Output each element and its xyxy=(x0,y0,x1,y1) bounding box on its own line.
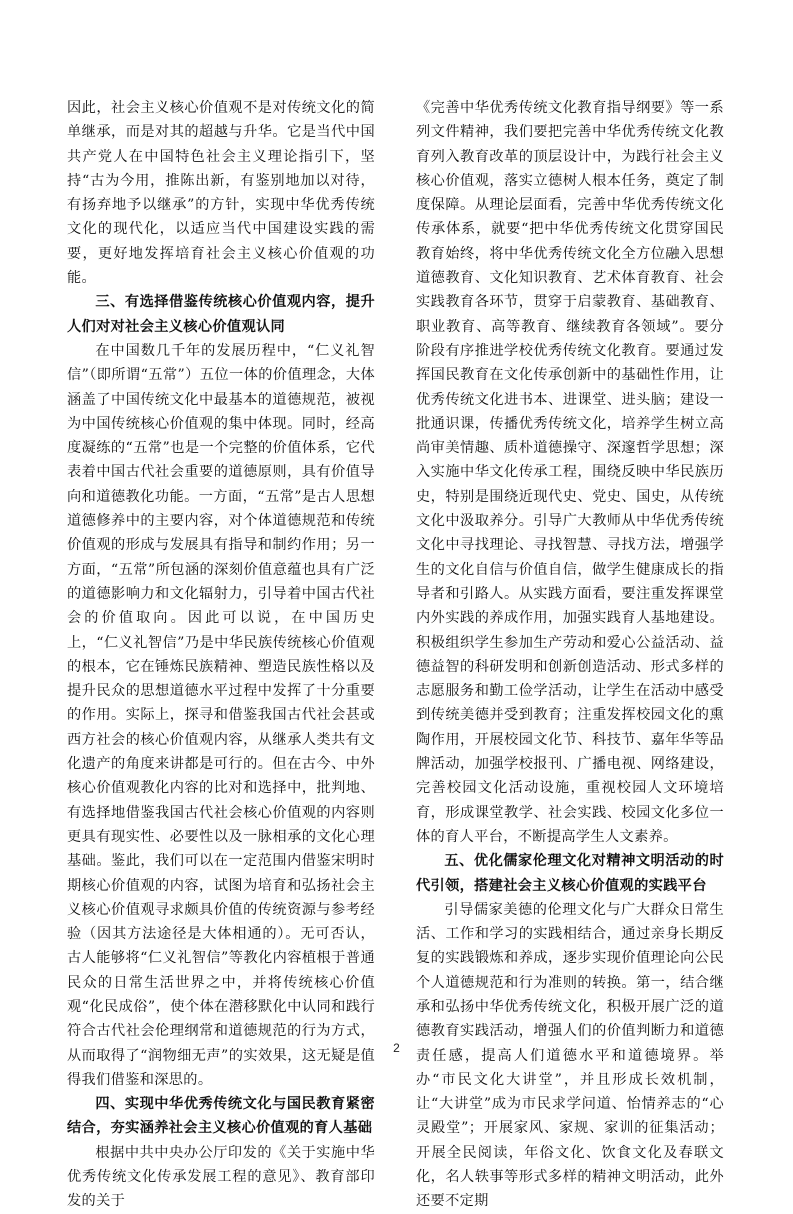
paragraph: 因此，社会主义核心价值观不是对传统文化的简单继承，而是对其的超越与升华。它是当代中国共产党人在中国特色社会主义理论指引下，坚持“古为今用，推陈出新，有鉴别地加以对待，有扬弃地予以继承”的方针，实现中华优秀传统文化的现代化，以适应当代中国建设实践的需要，更好地发挥培育社会主义核心价值观的功能。 xyxy=(67,100,375,287)
section-heading: 四、实现中华优秀传统文化与国民教育紧密结合，夯实涵养社会主义核心价值观的育人基础 xyxy=(67,1096,375,1137)
paragraph: 在中国数几千年的发展历程中，“仁义礼智信”（即所谓“五常”）五位一体的价值理念，大体涵盖了中国传统文化中最基本的道德规范，被视为中国传统核心价值观的集中体现。同时，经高度凝练的“五常”也是一个完整的价值体系，它代表着中国古代社会重要的道德原则，具有价值导向和道德教化功能。一方面，“五常”是古人思想道德修养中的主要内容，对个体道德规范和传统价值观的形成与发展具有指导和制约作用；另一方面，“五常”所包涵的深刻价值意蕴也具有广泛的道德影响力和文化辐射力，引导着中国古代社会的价值取向。因此可以说，在中国历史上，“仁义礼智信”乃是中华民族传统核心价值观的根本，它在锤炼民族精神、塑造民族性格以及提升民众的思想道德水平过程中发挥了十分重要的作用。实际上，探寻和借鉴我国古代社会甚或西方社会的核心价值观内容，从继承人类共有文化遗产的角度来讲都是可行的。但在古今、中外核心价值观教化内容的比对和选择中，批判地、有选择地借鉴我国古代社会核心价值观的内容则更具有现实性、必要性以及一脉相承的文化心理基础。鉴此，我们可以在一定范围内借鉴宋明时期核心价值观的内容，试图为培育和弘扬社会主义核心价值观寻求颇具价值的传统资源与参考经验（因其方法途径是大体相通的）。无可否认，古人能够将“仁义礼智信”等教化内容植根于普通民众的日常生活世界之中，并将传统核心价值观“化民成俗”，使个体在潜移默化中认同和践行符合古代社会伦理纲常和道德规范的行为方式，从而取得了“润物细无声”的实效果，这无疑是值得我们借鉴和深思的。 xyxy=(67,342,375,1088)
paragraph: 《完善中华优秀传统文化教育指导纲要》等一系列文件精神，我们要把完善中华优秀传统文化教育列入教育改革的顶层设计中，为践行社会主义核心价值观，落实立德树人根本任务，奠定了制度保障。从理论层面看，完善中华优秀传统文化传承体系，就要“把中华优秀传统文化贯穿国民教育始终，将中华优秀传统文化全方位融入思想道德教育、文化知识教育、艺术体育教育、社会实践教育各环节，贯穿于启蒙教育、基础教育、职业教育、高等教育、继续教育各领域”。要分阶段有序推进学校优秀传统文化教育。要通过发挥国民教育在文化传承创新中的基础性作用，让优秀传统文化进书本、进课堂、进头脑；建设一批通识课，传播优秀传统文化，培养学生树立高尚审美情趣、质朴道德操守、深邃哲学思想；深入实施中华文化传承工程，围绕反映中华民族历史，特别是围绕近现代史、党史、国史，从传统文化中汲取养分。引导广大教师从中华优秀传统文化中寻找理论、寻找智慧、寻找方法，增强学生的文化自信与价值自信，做学生健康成长的指导者和引路人。从实践方面看，要注重发挥课堂内外实践的养成作用，加强实践育人基地建设。积极组织学生参加生产劳动和爱心公益活动、益德益智的科研发明和创新创造活动、形式多样的志愿服务和勤工俭学活动，让学生在活动中感受到传统美德并受到教育；注重发挥校园文化的熏陶作用，开展校园文化节、科技节、嘉年华等品牌活动，加强学校报刊、广播电视、网络建设，完善校园文化活动设施，重视校园人文环境培育，形成课堂教学、社会实践、校园文化多位一体的育人平台，不断提高学生人文素养。 xyxy=(416,100,724,845)
section-heading: 五、优化儒家伦理文化对精神文明活动的时代引领，搭建社会主义核心价值观的实践平台 xyxy=(416,853,724,894)
paragraph: 引导儒家美德的伦理文化与广大群众日常生活、工作和学习的实践相结合，通过亲身长期反复的实践锻炼和养成，逐步实现价值理论向公民个人道德规范和行为准则的转换。第一，结合继承和弘扬中华优秀传统文化，积极开展广泛的道德教育实践活动，增强人们的价值判断力和道德责任感，提高人们道德水平和道德境界。举办“市民文化大讲堂”，并且形成长效机制，让“大讲堂”成为市民求学问道、怡情养志的“心灵殿堂”；开展家风、家规、家训的征集活动；开展全民阅读，年俗文化、饮食文化及春联文化，名人轶事等形式多样的精神文明活动，此外还要不定期 xyxy=(416,901,724,1210)
page-number: 2 xyxy=(393,1041,400,1055)
paragraph: 根据中共中央办公厅印发的《关于实施中华优秀传统文化传承发展工程的意见》、教育部印发的关于 xyxy=(67,1144,375,1210)
section-heading: 三、有选择借鉴传统核心价值观内容，提升人们对对社会主义核心价值观认同 xyxy=(67,294,375,335)
